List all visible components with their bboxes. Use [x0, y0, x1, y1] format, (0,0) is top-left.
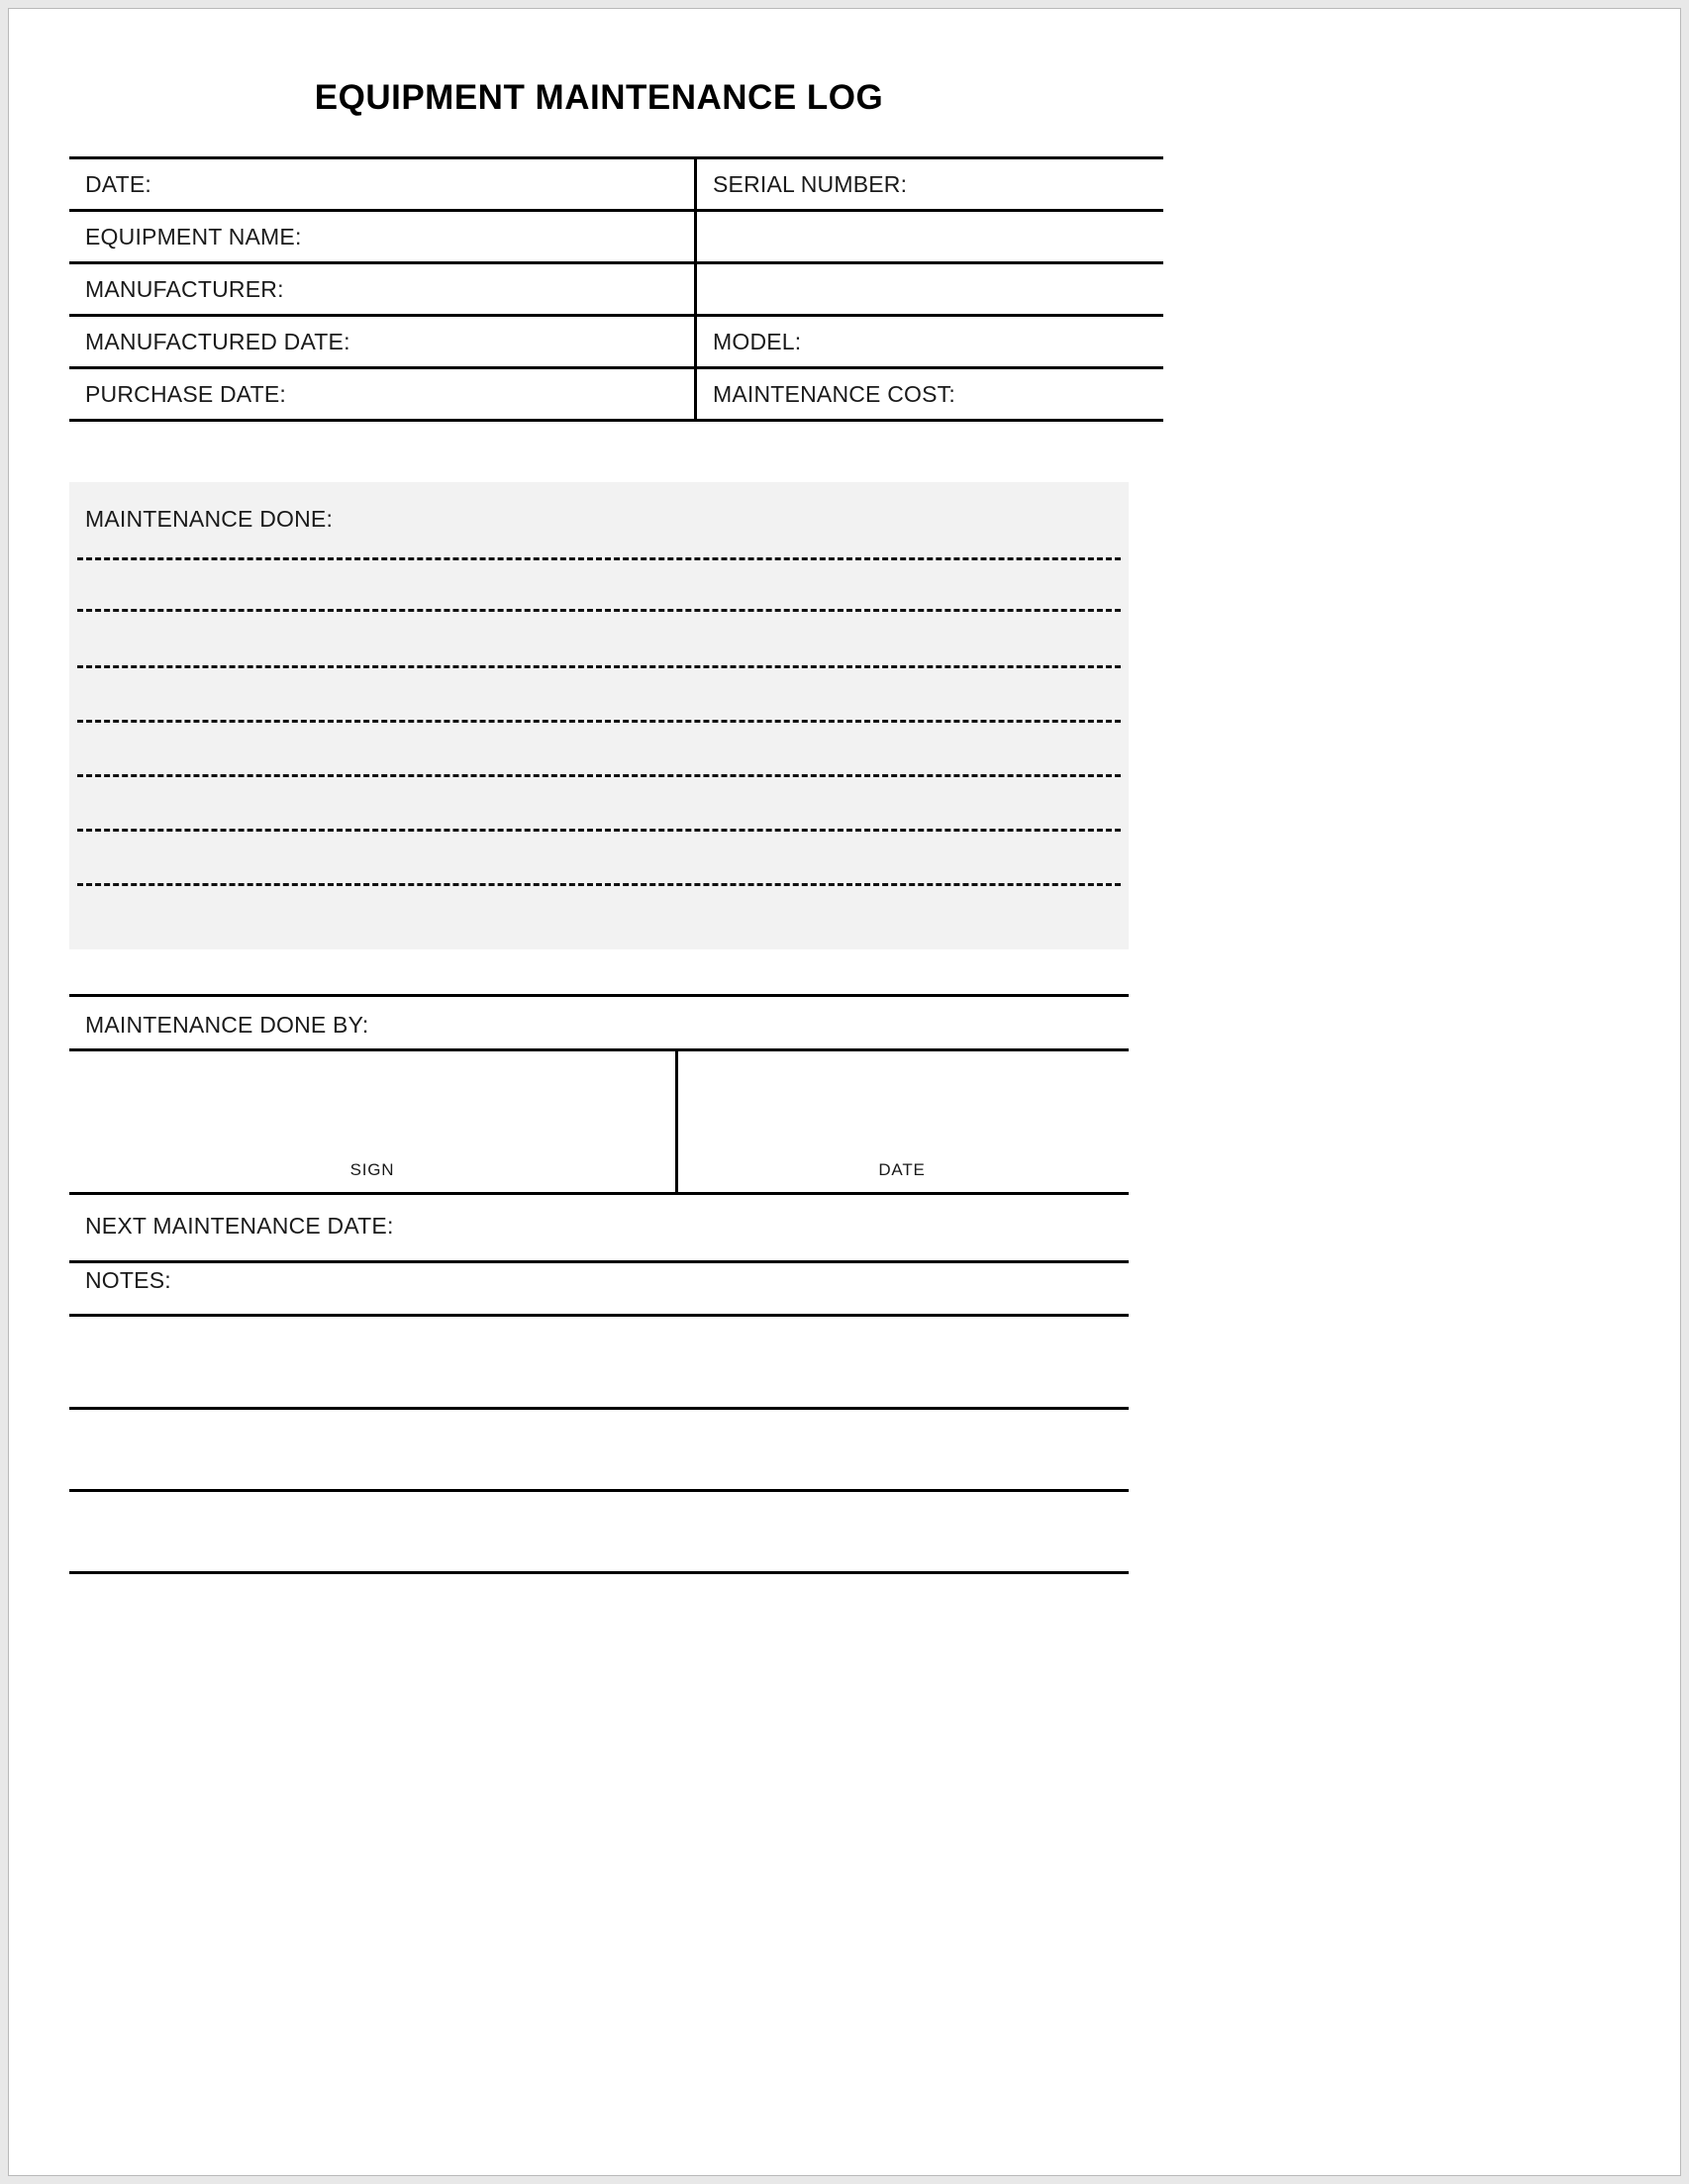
- maintenance-done-panel: [69, 482, 1129, 949]
- signature-box: [69, 1048, 1129, 1195]
- page-sheet: [8, 8, 1681, 2176]
- table-row: [69, 211, 1163, 263]
- field-label-model: MODEL:: [696, 316, 1164, 368]
- maintenance-done-by-label: MAINTENANCE DONE BY:: [85, 1012, 369, 1038]
- field-label-serial-number: SERIAL NUMBER:: [696, 158, 1164, 211]
- notes-line[interactable]: [69, 1571, 1129, 1574]
- writing-line[interactable]: [77, 883, 1121, 886]
- writing-line[interactable]: [77, 557, 1121, 560]
- equipment-info-table: [69, 156, 1163, 422]
- field-label-date: DATE:: [69, 158, 696, 211]
- page-title: EQUIPMENT MAINTENANCE LOG: [314, 78, 884, 117]
- writing-line[interactable]: [77, 829, 1121, 832]
- notes-line[interactable]: [69, 1314, 1129, 1317]
- table-row: [69, 316, 1163, 368]
- signature-date-cell[interactable]: [678, 1051, 1126, 1192]
- section-divider: [69, 1260, 1129, 1263]
- field-label-manufacturer: MANUFACTURER:: [69, 263, 696, 316]
- writing-line[interactable]: [77, 720, 1121, 723]
- maintenance-done-label: MAINTENANCE DONE:: [85, 506, 334, 532]
- signature-cell[interactable]: [69, 1051, 678, 1192]
- next-maintenance-date-label: NEXT MAINTENANCE DATE:: [85, 1213, 394, 1239]
- field-label-manufactured-date: MANUFACTURED DATE:: [69, 316, 696, 368]
- notes-line[interactable]: [69, 1407, 1129, 1410]
- sign-caption: SIGN: [349, 1160, 395, 1179]
- writing-line[interactable]: [77, 774, 1121, 777]
- field-label-equipment-name: EQUIPMENT NAME:: [69, 211, 696, 263]
- table-row: [69, 263, 1163, 316]
- field-value-blank-2: [696, 263, 1164, 316]
- table-row: [69, 158, 1163, 211]
- field-label-maintenance-cost: MAINTENANCE COST:: [696, 368, 1164, 421]
- table-row: [69, 368, 1163, 421]
- notes-line[interactable]: [69, 1489, 1129, 1492]
- notes-label: NOTES:: [85, 1267, 171, 1293]
- field-value-blank-1: [696, 211, 1164, 263]
- writing-line[interactable]: [77, 665, 1121, 668]
- date-caption: DATE: [878, 1160, 926, 1179]
- writing-line[interactable]: [77, 609, 1121, 612]
- section-divider: [69, 994, 1129, 997]
- field-label-purchase-date: PURCHASE DATE:: [69, 368, 696, 421]
